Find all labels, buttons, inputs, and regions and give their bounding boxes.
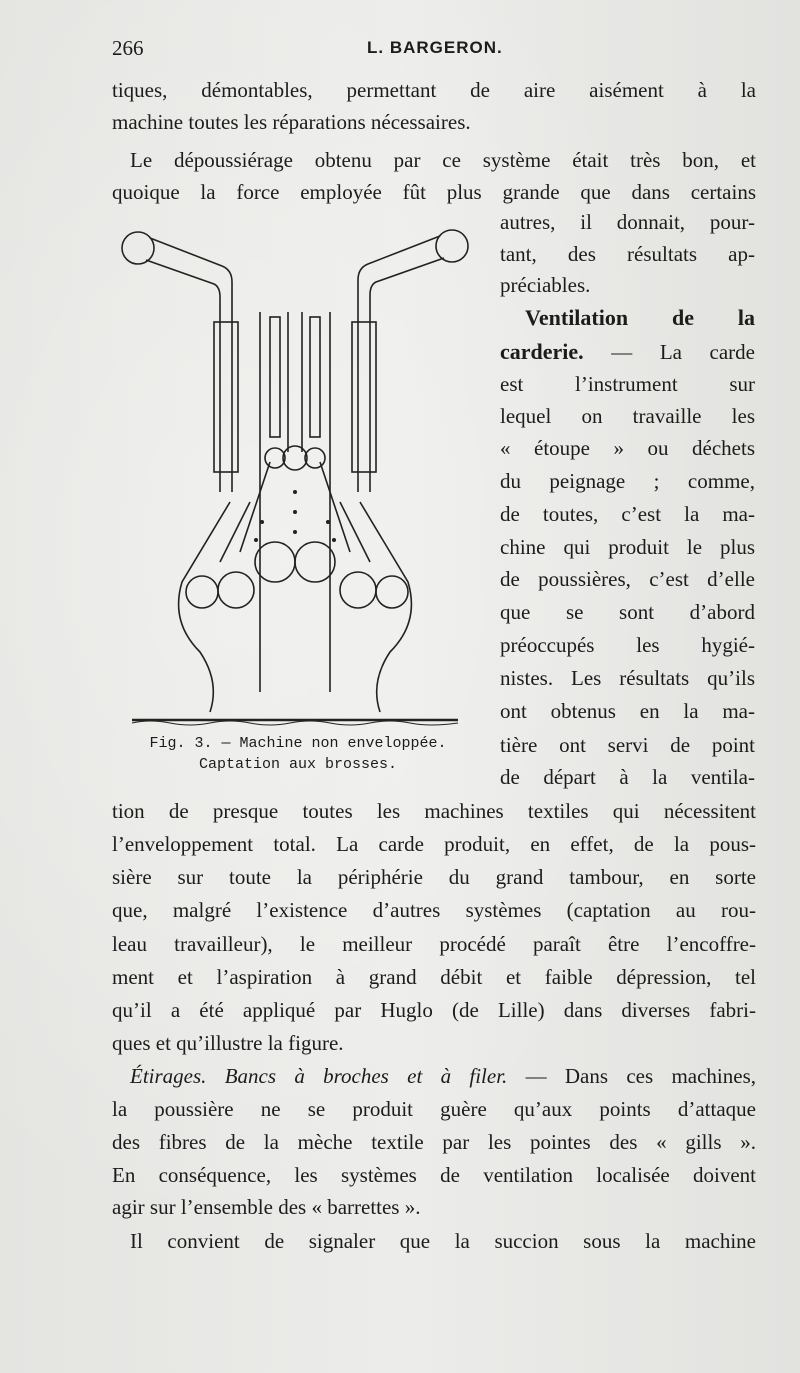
text-line: des fibres de la mèche textile par les pointes des « gills ». (112, 1130, 756, 1154)
text-line: de toutes, c’est la ma- (500, 502, 755, 526)
text-line: nistes. Les résultats qu’ils (500, 666, 755, 690)
brush-dot (293, 510, 297, 514)
text-line: préoccupés les hygié- (500, 633, 755, 657)
text-line: agir sur l’ensemble des « barrettes ». (112, 1195, 421, 1219)
right-pipe-inner (370, 258, 444, 492)
roller (218, 572, 254, 608)
text-line: tière ont servi de point (500, 733, 755, 757)
caption-line: Captation aux brosses. (198, 756, 398, 773)
hood-left-panel (270, 317, 280, 437)
brush-dot (260, 520, 264, 524)
text-line: lequel on travaille les (500, 404, 755, 428)
text-line: que se sont d’abord (500, 600, 755, 624)
text-line: leau travailleur), le meilleur procédé paraît être l’encoffre- (112, 932, 756, 956)
hood-right-panel (310, 317, 320, 437)
right-duct (352, 322, 376, 472)
roller (295, 542, 335, 582)
brush-dot (254, 538, 258, 542)
section-heading-cont: carderie. (500, 339, 584, 364)
left-duct (214, 322, 238, 472)
text-line: sière sur toute la périphérie du grand tambour, en sorte (112, 865, 756, 889)
text-line: En conséquence, les systèmes de ventilation localisée doivent (112, 1163, 756, 1187)
text-line: autres, il donnait, pour- (500, 210, 755, 234)
text-line: chine qui produit le plus (500, 535, 755, 559)
left-pipe-inner (146, 260, 220, 492)
text-line (130, 1062, 756, 1090)
text-line: l’enveloppement total. La carde produit, en effet, de la pous- (112, 832, 756, 856)
text-line: « étoupe » ou déchets (500, 436, 755, 460)
caption-line: Fig. 3. — Machine non enveloppée. (149, 735, 447, 752)
left-pipe-mouth (122, 232, 154, 264)
brush-dot (293, 490, 297, 494)
body-left (179, 502, 230, 712)
text-line: machine toutes les réparations nécessaires. (112, 110, 471, 134)
page-number: 266 (112, 36, 144, 60)
subsection-heading: Étirages. Bancs à broches et à filer. (130, 1064, 508, 1088)
text-line: tiques, démontables, permettant de aire aisément à la (112, 78, 756, 102)
top-roller-right (305, 448, 325, 468)
roller (186, 576, 218, 608)
text-line: quoique la force employée fût plus grande que dans certains (112, 180, 756, 204)
brush-dot (332, 538, 336, 542)
roller (255, 542, 295, 582)
text-line (500, 338, 755, 366)
text-line: est l’instrument sur (500, 372, 755, 396)
right-pipe-mouth (436, 230, 468, 262)
brush-dot (326, 520, 330, 524)
text-line: qu’il a été appliqué par Huglo (de Lille) dans diverses fabri- (112, 998, 756, 1022)
text-line: Il convient de signaler que la succion sous la machine (130, 1229, 756, 1253)
text-line: de poussières, c’est d’elle (500, 567, 755, 591)
top-roller-left (265, 448, 285, 468)
roller (376, 576, 408, 608)
running-head: L. BARGERON. (367, 38, 503, 57)
page-header (112, 36, 752, 66)
text-span: — La carde (583, 340, 755, 364)
text-line: Le dépoussiérage obtenu par ce système était très bon, et (130, 148, 756, 172)
floor-hatch (132, 721, 458, 725)
text-span: — Dans ces machines, (507, 1064, 757, 1088)
text-line: préciables. (500, 273, 591, 297)
figure-caption (118, 733, 478, 775)
text-line: ques et qu’illustre la figure. (112, 1031, 344, 1055)
text-line: de départ à la ventila- (500, 765, 755, 789)
carding-machine-figure (110, 222, 480, 727)
top-roller (283, 446, 307, 470)
brush-dot (293, 530, 297, 534)
section-heading: Ventilation de la (525, 305, 755, 330)
text-line: du peignage ; comme, (500, 469, 755, 493)
text-line: ment et l’aspiration à grand débit et faible dépression, tel (112, 965, 756, 989)
hood-center (288, 312, 302, 452)
roller (340, 572, 376, 608)
text-line: tion de presque toutes les machines textiles qui nécessitent (112, 799, 756, 823)
text-line: que, malgré l’existence d’autres systèmes (captation au rou- (112, 898, 756, 922)
text-line: ont obtenus en la ma- (500, 699, 755, 723)
text-line: la poussière ne se produit guère qu’aux points d’attaque (112, 1097, 756, 1121)
text-line: tant, des résultats ap- (500, 242, 755, 266)
